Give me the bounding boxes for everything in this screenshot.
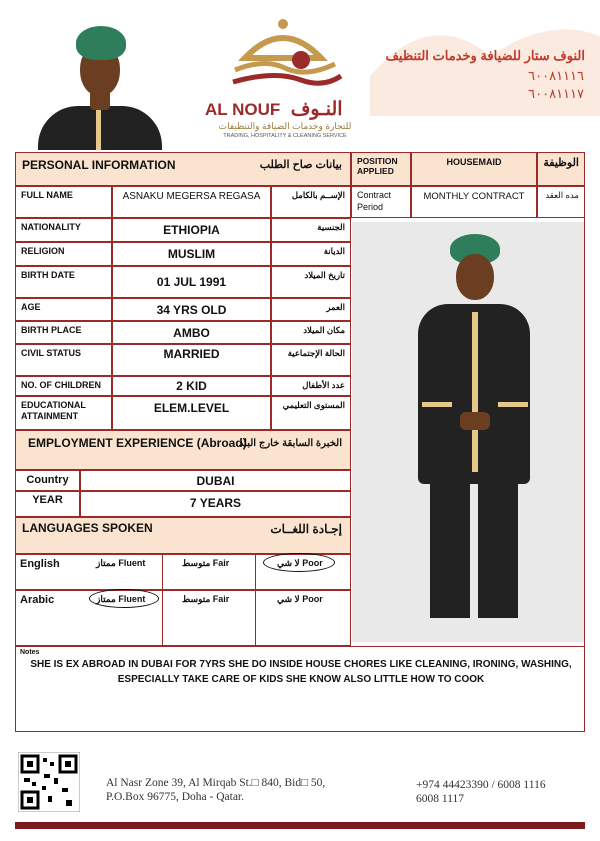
language-name-english: English bbox=[20, 558, 60, 570]
notes-text: SHE IS EX ABROAD IN DUBAI FOR 7YRS SHE DO INSIDE HOUSE CHORES LIKE CLEANING, IRONING, WASHING, ESPECIALLY TAKE CARE OF KIDS SHE KNOW ALSO LITTLE HOW TO COOK bbox=[30, 659, 572, 685]
arabic-fair-option[interactable]: متوسط Fair bbox=[182, 594, 230, 604]
row-birth-place-label: BIRTH PLACE bbox=[15, 321, 112, 344]
header-title-ar: النوف ستار للضيافة وخدمات التنظيف bbox=[385, 48, 585, 63]
year-value: 7 YEARS bbox=[189, 496, 242, 510]
english-selected-mark bbox=[263, 553, 335, 572]
footer-phone-line-2: 6008 1117 bbox=[416, 793, 465, 806]
contract-value: MONTHLY CONTRACT bbox=[423, 191, 525, 202]
portrait-photo bbox=[30, 14, 170, 150]
row-education-ar: المستوى التعليمي bbox=[271, 396, 351, 430]
languages-header bbox=[15, 517, 351, 554]
row-full-name-label: FULL NAME bbox=[15, 186, 112, 218]
footer-address-line-1: Al Nasr Zone 39, Al Mirqab St.□ 840, Bid□ 50, bbox=[106, 777, 326, 789]
qr-code-icon bbox=[18, 752, 80, 812]
notes-label: Notes bbox=[20, 649, 40, 656]
contract-label: Contract Period bbox=[357, 190, 392, 212]
contract-label-cell bbox=[351, 186, 411, 218]
row-birth-date-label: BIRTH DATE bbox=[15, 266, 112, 298]
row-education-value: ELEM.LEVEL bbox=[112, 396, 271, 430]
arabic-poor-option[interactable]: لا شي Poor bbox=[277, 594, 323, 604]
personal-info-header bbox=[15, 152, 351, 186]
employment-title: EMPLOYMENT EXPERIENCE (Abroad) bbox=[28, 436, 247, 450]
logo-emblem-icon bbox=[205, 18, 365, 98]
row-age-ar: العمر bbox=[271, 298, 351, 321]
row-full-name-ar: الإســم بالكامل bbox=[271, 186, 351, 218]
company-logo bbox=[205, 18, 365, 143]
row-full-name-value: ASNAKU MEGERSA REGASA bbox=[112, 186, 271, 218]
position-label-ar: الوظيفة bbox=[543, 157, 579, 169]
row-nationality-value: ETHIOPIA bbox=[112, 218, 271, 242]
position-label-cell bbox=[351, 152, 411, 186]
qr-code bbox=[18, 752, 80, 812]
country-value: DUBAI bbox=[196, 474, 235, 488]
arabic-fluent-option[interactable]: ممتاز Fluent bbox=[96, 594, 146, 604]
contract-ar-cell bbox=[537, 186, 585, 218]
position-value: HOUSEMAID bbox=[446, 157, 502, 167]
footer-address bbox=[106, 776, 396, 805]
personal-info-title-ar: بيانات صاح الطلب bbox=[259, 159, 342, 171]
footer-phones bbox=[416, 778, 586, 807]
row-children-ar: عدد الأطفال bbox=[271, 376, 351, 396]
position-value-cell bbox=[411, 152, 537, 186]
header-phone-2: ٦٠٠٨١١١٧ bbox=[528, 86, 584, 101]
row-civil-status-ar: الحالة الإجتماعية bbox=[271, 344, 351, 376]
row-civil-status-label: CIVIL STATUS bbox=[15, 344, 112, 376]
year-label-cell bbox=[15, 491, 80, 517]
row-religion-value: MUSLIM bbox=[112, 242, 271, 266]
notes-divider bbox=[15, 646, 585, 647]
english-fluent-option[interactable]: ممتاز Fluent bbox=[96, 558, 146, 568]
contract-value-cell bbox=[411, 186, 537, 218]
row-children-label: NO. OF CHILDREN bbox=[15, 376, 112, 396]
full-body-photo bbox=[352, 222, 584, 642]
country-value-cell bbox=[80, 470, 351, 491]
brand-tagline-en: TRADING, HOSPITALITY & CLEANING SERVICE bbox=[223, 133, 347, 139]
row-religion-label: RELIGION bbox=[15, 242, 112, 266]
country-label-cell bbox=[15, 470, 80, 491]
row-education-label: EDUCATIONAL ATTAINMENT bbox=[15, 396, 112, 430]
english-poor-option[interactable]: لا شي Poor bbox=[277, 558, 323, 568]
employment-header bbox=[15, 430, 351, 470]
year-label: YEAR bbox=[32, 494, 63, 506]
position-ar-cell bbox=[537, 152, 585, 186]
footer-bar bbox=[15, 822, 585, 829]
language-name-arabic: Arabic bbox=[20, 594, 55, 606]
contract-label-ar: مده العقد bbox=[545, 190, 579, 200]
row-age-label: AGE bbox=[15, 298, 112, 321]
footer-address-line-2: P.O.Box 96775, Doha - Qatar. bbox=[106, 791, 244, 804]
row-birth-date-value: 01 JUL 1991 bbox=[112, 266, 271, 298]
row-birth-date-ar: تاريخ الميلاد bbox=[271, 266, 351, 298]
row-birth-place-ar: مكان الميلاد bbox=[271, 321, 351, 344]
row-children-value: 2 KID bbox=[112, 376, 271, 396]
languages-title-ar: إجـادة اللغــات bbox=[270, 522, 342, 536]
row-age-value: 34 YRS OLD bbox=[112, 298, 271, 321]
arabic-selected-mark bbox=[89, 589, 159, 608]
footer-phone-line-1: +974 44423390 / 6008 1116 bbox=[416, 779, 546, 791]
row-civil-status-value: MARRIED bbox=[112, 344, 271, 376]
header bbox=[0, 0, 600, 150]
brand-tagline-ar: للتجارة وخدمات الضيافة والتنظيفات bbox=[218, 121, 352, 131]
row-birth-place-value: AMBO bbox=[112, 321, 271, 344]
country-label: Country bbox=[26, 474, 69, 486]
languages-title: LANGUAGES SPOKEN bbox=[22, 521, 153, 535]
position-label: POSITION APPLIED bbox=[357, 156, 398, 177]
row-religion-ar: الديانة bbox=[271, 242, 351, 266]
header-phone-1: ٦٠٠٨١١١٦ bbox=[528, 68, 584, 83]
brand-name-ar: النـوف bbox=[290, 99, 343, 120]
row-nationality-label: NATIONALITY bbox=[15, 218, 112, 242]
year-value-cell bbox=[80, 491, 351, 517]
row-nationality-ar: الجنسية bbox=[271, 218, 351, 242]
employment-title-ar: الخبرة السابقة خارج البلد bbox=[238, 438, 342, 449]
english-fair-option[interactable]: متوسط Fair bbox=[182, 558, 230, 568]
personal-info-title: PERSONAL INFORMATION bbox=[22, 158, 176, 172]
brand-name-en: AL NOUF bbox=[205, 100, 281, 119]
